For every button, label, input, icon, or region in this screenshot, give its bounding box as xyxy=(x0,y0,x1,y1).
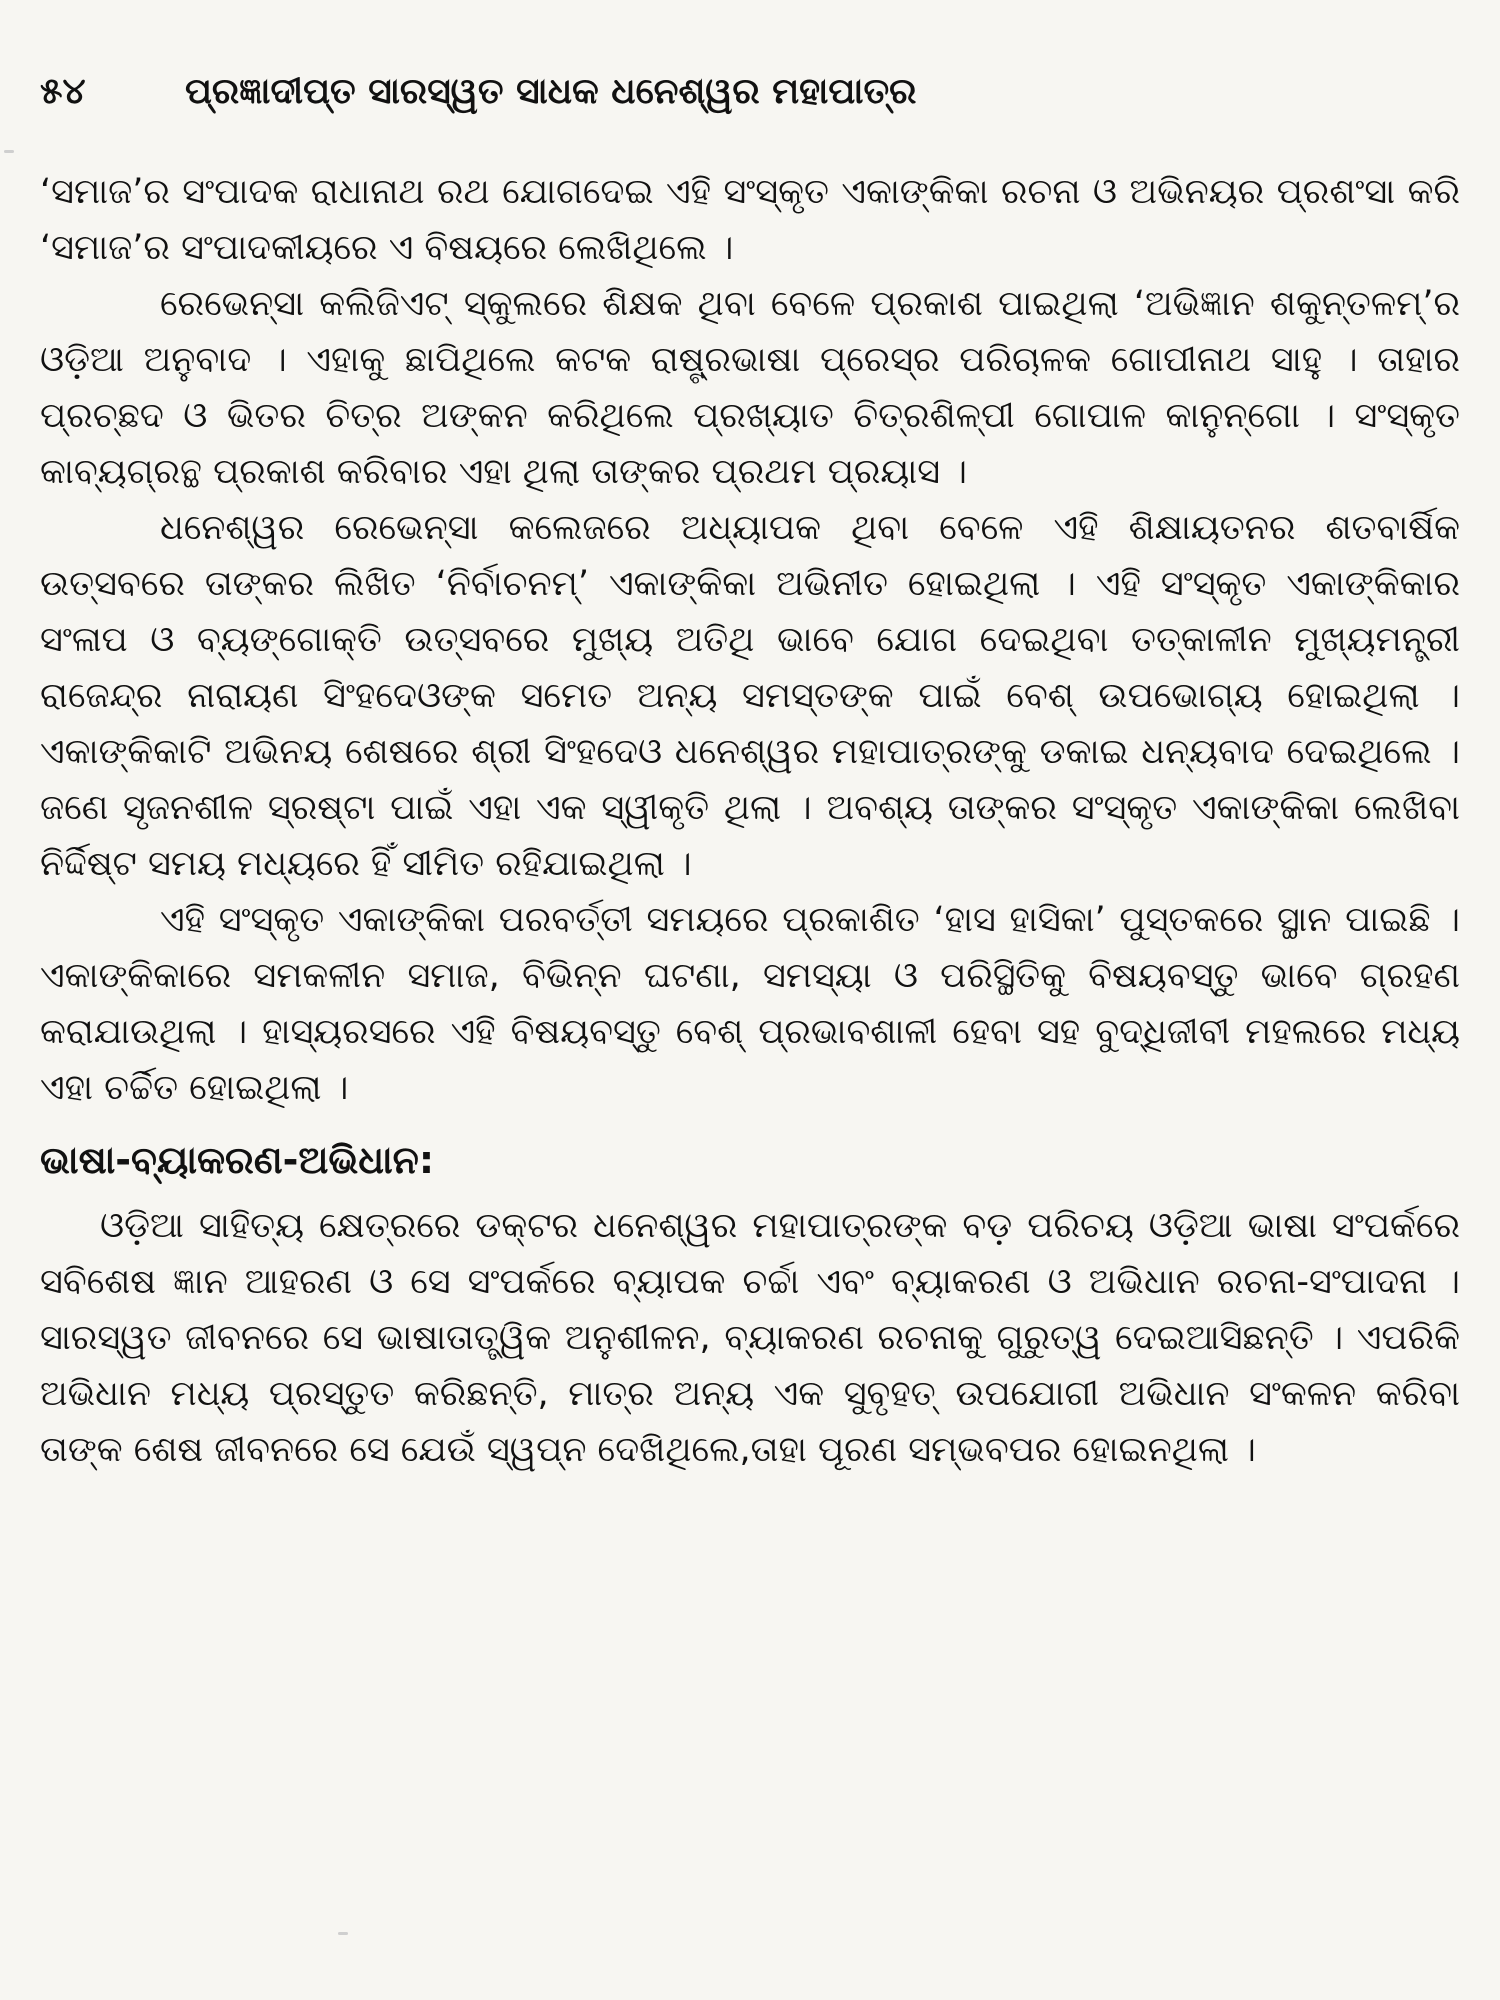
paragraph-continuation: ‘ସମାଜ’ର ସଂପାଦକ ରାଧାନାଥ ରଥ ଯୋଗଦେଇ ଏହି ସଂସ୍କୃତ ଏକାଙ୍କିକା ରଚନା ଓ ଅଭିନୟର ପ୍ରଶଂସା କରି ‘ସମାଜ’ର ସଂପାଦକୀୟରେ ଏ ବିଷୟରେ ଲେଖିଥିଲେ । xyxy=(40,172,1460,268)
page-smudge xyxy=(4,150,14,153)
paragraph-hasa-hasika: ଏହି ସଂସ୍କୃତ ଏକାଙ୍କିକା ପରବର୍ତ୍ତୀ ସମୟରେ ପ୍ରକାଶିତ ‘ହାସ ହାସିକା’ ପୁସ୍ତକରେ ସ୍ଥାନ ପାଇଛି । ଏକାଙ୍କିକାରେ ସମକଳୀନ ସମାଜ, ବିଭିନ୍ନ ଘଟଣା, ସମସ୍ୟା ଓ ପରିସ୍ଥିତିକୁ ବିଷୟବସ୍ତୁ ଭାବେ ଗ୍ରହଣ କରାଯାଉଥିଲା । ହାସ୍ୟରସରେ ଏହି ବିଷୟବସ୍ତୁ ବେଶ୍ ପ୍ରଭାବଶାଳୀ ହେବା ସହ ବୁଦ୍ଧିଜୀବୀ ମହଲରେ ମଧ୍ୟ ଏହା ଚର୍ଚ୍ଚିତ ହୋଇଥିଲା । xyxy=(40,900,1460,1108)
page-smudge xyxy=(338,1932,348,1935)
paragraph-nirvachanam: ଧନେଶ୍ୱର ରେଭେନ୍ସା କଲେଜରେ ଅଧ୍ୟାପକ ଥିବା ବେଳେ ଏହି ଶିକ୍ଷାୟତନର ଶତବାର୍ଷିକ ଉତ୍ସବରେ ତାଙ୍କର ଲିଖିତ ‘ନିର୍ବାଚନମ୍’ ଏକାଙ୍କିକା ଅଭିନୀତ ହୋଇଥିଲା । ଏହି ସଂସ୍କୃତ ଏକାଙ୍କିକାର ସଂଳାପ ଓ ବ୍ୟଙ୍ଗୋକ୍ତି ଉତ୍ସବରେ ମୁଖ୍ୟ ଅତିଥି ଭାବେ ଯୋଗ ଦେଇଥିବା ତତ୍‌କାଳୀନ ମୁଖ୍ୟମନ୍ତ୍ରୀ ରାଜେନ୍ଦ୍ର ନାରାୟଣ ସିଂହଦେଓଙ୍କ ସମେତ ଅନ୍ୟ ସମସ୍ତଙ୍କ ପାଇଁ ବେଶ୍ ଉପଭୋଗ୍ୟ ହୋଇଥିଲା । ଏକାଙ୍କିକାଟି ଅଭିନୟ ଶେଷରେ ଶ୍ରୀ ସିଂହଦେଓ ଧନେଶ୍ୱର ମହାପାତ୍ରଙ୍କୁ ଡକାଇ ଧନ୍ୟବାଦ ଦେଇଥିଲେ । ଜଣେ ସୃଜନଶୀଳ ସ୍ରଷ୍ଟା ପାଇଁ ଏହା ଏକ ସ୍ୱୀକୃତି ଥିଲା । ଅବଶ୍ୟ ତାଙ୍କର ସଂସ୍କୃତ ଏକାଙ୍କିକା ଲେଖିବା ନିର୍ଦ୍ଦିଷ୍ଟ ସମୟ ମଧ୍ୟରେ ହିଁ ସୀମିତ ରହିଯାଇଥିଲା । xyxy=(40,508,1460,884)
paragraph-translation: ରେଭେନ୍ସା କଲିଜିଏଟ୍ ସ୍କୁଲରେ ଶିକ୍ଷକ ଥିବା ବେଳେ ପ୍ରକାଶ ପାଇଥିଲା ‘ଅଭିଜ୍ଞାନ ଶକୁନ୍ତଳମ୍’ର ଓଡ଼ିଆ ଅନୁବାଦ । ଏହାକୁ ଛାପିଥିଲେ କଟକ ରାଷ୍ଟ୍ରଭାଷା ପ୍ରେସ୍‌ର ପରିଚାଳକ ଗୋପୀନାଥ ସାହୁ । ତାହାର ପ୍ରଚ୍ଛଦ ଓ ଭିତର ଚିତ୍ର ଅଙ୍କନ କରିଥିଲେ ପ୍ରଖ୍ୟାତ ଚିତ୍ରଶିଳ୍ପୀ ଗୋପାଳ କାନୁନ୍‌ଗୋ । ସଂସ୍କୃତ କାବ୍ୟଗ୍ରନ୍ଥ ପ୍ରକାଶ କରିବାର ଏହା ଥିଲା ତାଙ୍କର ପ୍ରଥମ ପ୍ରୟାସ । xyxy=(40,284,1460,492)
page-number: ୫୪ xyxy=(40,71,86,112)
running-head xyxy=(40,68,1460,116)
section-heading: ଭାଷା-ବ୍ୟାକରଣ-ଅଭିଧାନ: xyxy=(40,1138,435,1182)
paragraph-language-grammar: ଓଡ଼ିଆ ସାହିତ୍ୟ କ୍ଷେତ୍ରରେ ଡକ୍ଟର ଧନେଶ୍ୱର ମହାପାତ୍ରଙ୍କ ବଡ଼ ପରିଚୟ ଓଡ଼ିଆ ଭାଷା ସଂପର୍କରେ ସବିଶେଷ ଜ୍ଞାନ ଆହରଣ ଓ ସେ ସଂପର୍କରେ ବ୍ୟାପକ ଚର୍ଚ୍ଚା ଏବଂ ବ୍ୟାକରଣ ଓ ଅଭିଧାନ ରଚନା-ସଂପାଦନା । ସାରସ୍ୱତ ଜୀବନରେ ସେ ଭାଷାତାତ୍ତ୍ୱିକ ଅନୁଶୀଳନ, ବ୍ୟାକରଣ ରଚନାକୁ ଗୁରୁତ୍ୱ ଦେଇଆସିଛନ୍ତି । ଏପରିକି ଅଭିଧାନ ମଧ୍ୟ ପ୍ରସ୍ତୁତ କରିଛନ୍ତି, ମାତ୍ର ଅନ୍ୟ ଏକ ସୁବୃହତ୍ ଉପଯୋଗୀ ଅଭିଧାନ ସଂକଳନ କରିବା ତାଙ୍କ ଶେଷ ଜୀବନରେ ସେ ଯେଉଁ ସ୍ୱପ୍ନ ଦେଖିଥିଲେ,ତାହା ପୂରଣ ସମ୍ଭବପର ହୋଇନଥିଲା । xyxy=(40,1206,1460,1470)
running-title: ପ୍ରଜ୍ଞାଦୀପ୍ତ ସାରସ୍ୱତ ସାଧକ ଧନେଶ୍ୱର ମହାପାତ୍ର xyxy=(185,71,917,112)
